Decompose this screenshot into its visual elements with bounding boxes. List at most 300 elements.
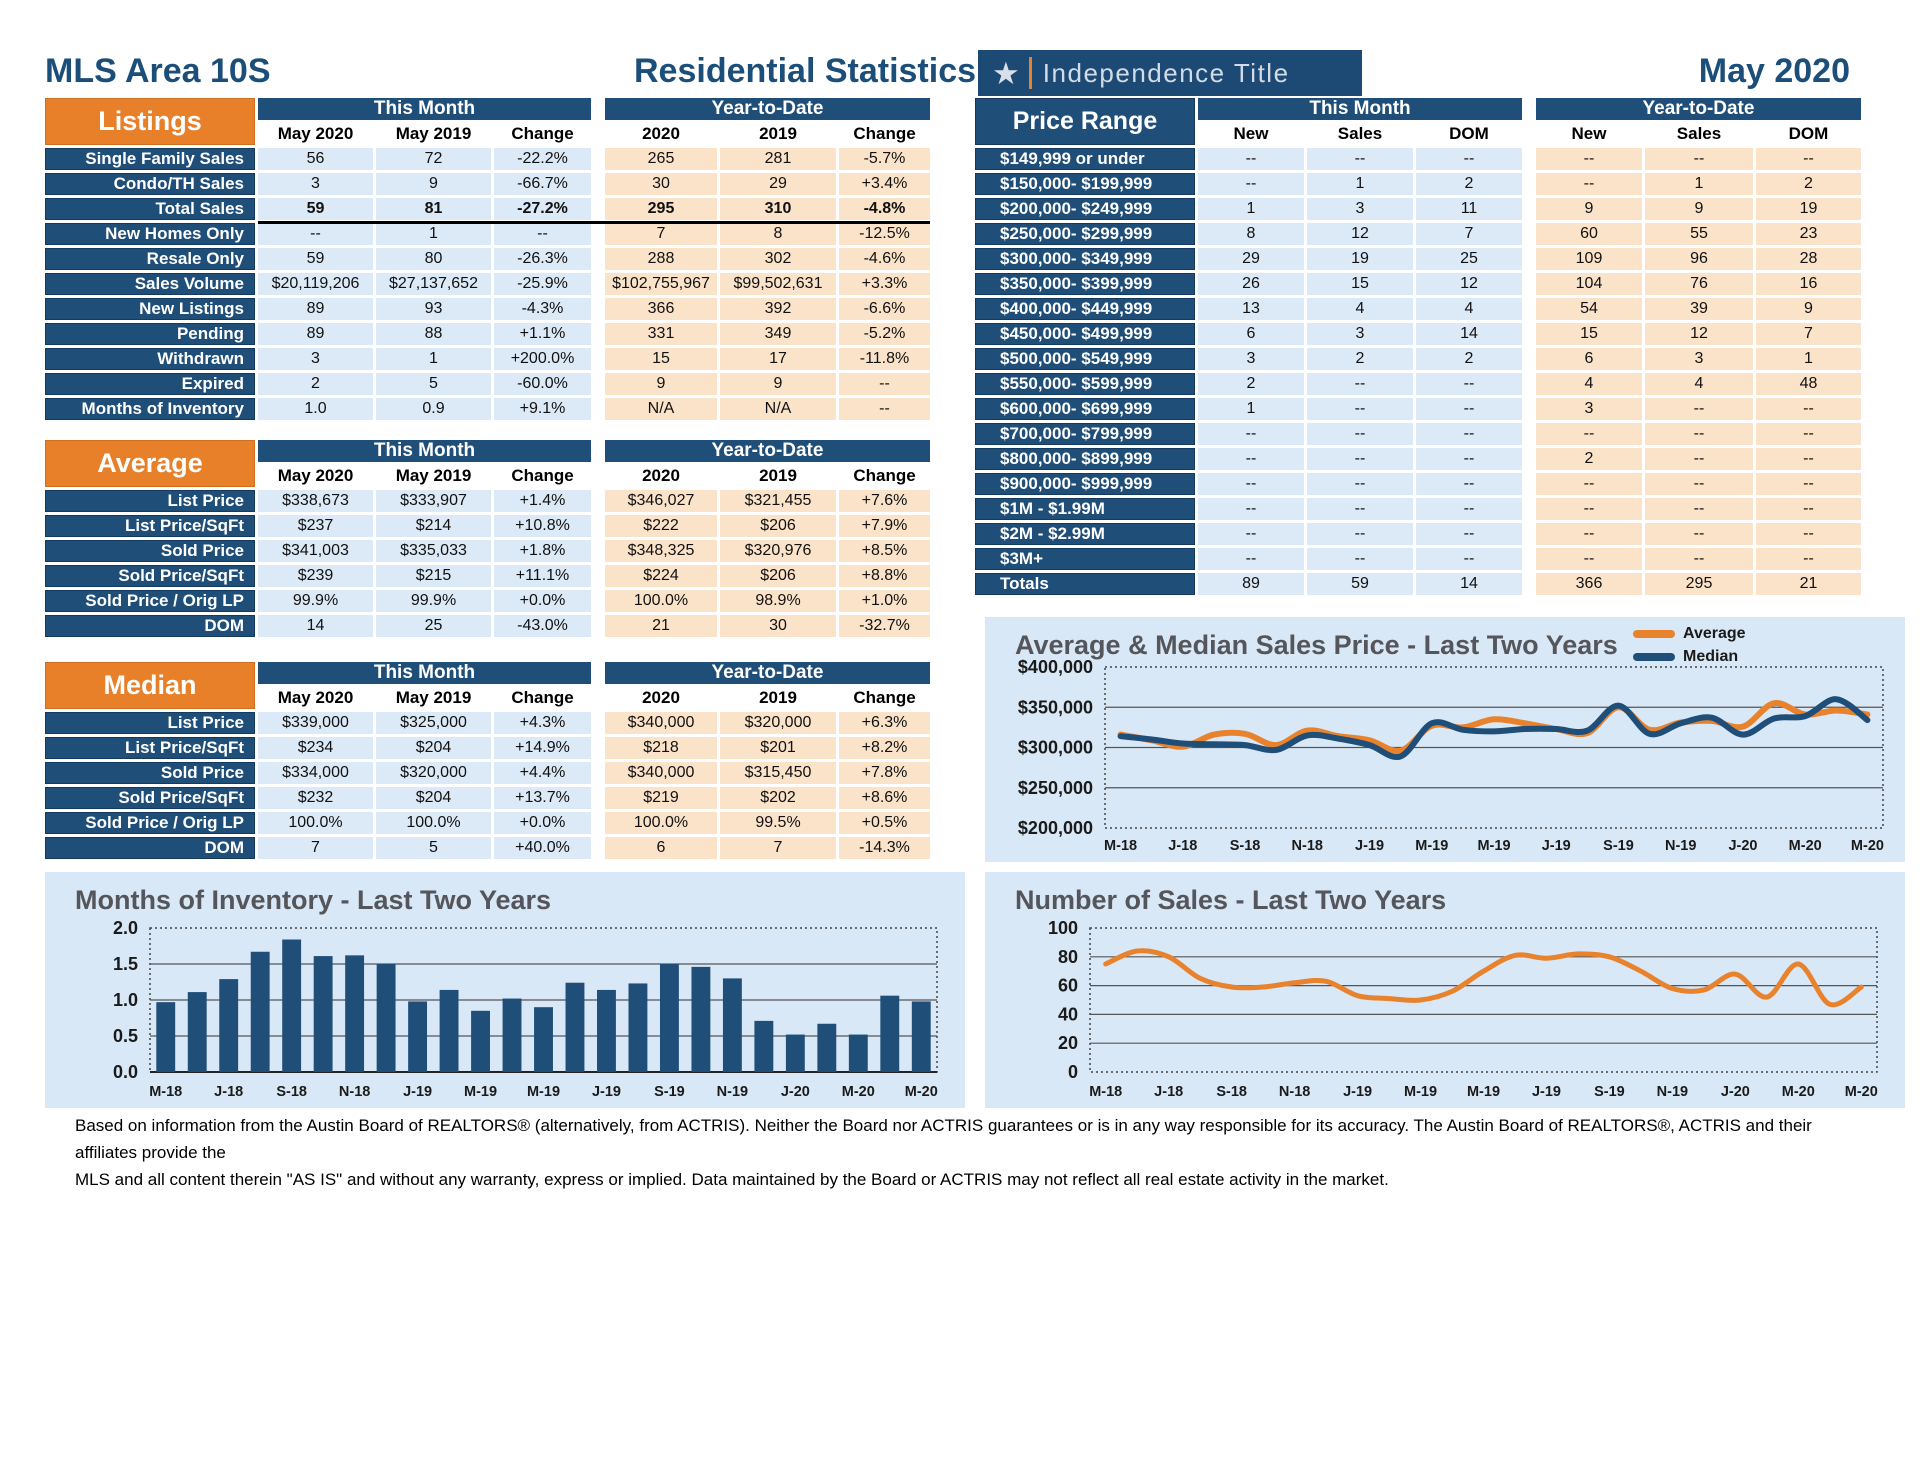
price-range-cell: 3: [1307, 323, 1413, 345]
listings-cell: 56: [258, 148, 373, 170]
listings-row-label: Withdrawn: [45, 348, 255, 370]
price-range-cell: 1: [1307, 173, 1413, 195]
price-range-cell: --: [1307, 548, 1413, 570]
inventory-bar: [440, 990, 459, 1072]
price-range-cell: 1: [1198, 198, 1304, 220]
listings-cell: --: [839, 373, 930, 395]
median-row-label: Sold Price: [45, 762, 255, 784]
price-range-cell: --: [1198, 173, 1304, 195]
price-range-cell: --: [1756, 448, 1861, 470]
column-header: Change: [853, 124, 916, 143]
price-range-cell: --: [1756, 473, 1861, 495]
y-tick-label: 1.5: [112, 954, 138, 974]
y-tick-label: $200,000: [1017, 818, 1093, 838]
average-cell: 98.9%: [720, 590, 836, 612]
months-of-inventory-chart: [45, 872, 965, 1108]
x-tick-label: J-19: [1343, 1084, 1373, 1100]
x-tick-label: M-20: [841, 1084, 875, 1100]
group-header-year-to-date: Year-to-Date: [605, 662, 930, 684]
inventory-bar: [880, 996, 899, 1072]
listings-cell: 89: [258, 323, 373, 345]
listings-cell: 5: [376, 373, 491, 395]
listings-cell: 81: [376, 198, 491, 220]
price-range-row-label: $150,000- $199,999: [975, 173, 1195, 195]
x-tick-label: M-20: [904, 1084, 938, 1100]
listings-row-label: Expired: [45, 373, 255, 395]
inventory-bar: [912, 1001, 931, 1072]
chart-title-price: Average & Median Sales Price - Last Two Years: [1015, 630, 1618, 660]
median-cell: 7: [720, 837, 836, 859]
listings-cell: 349: [720, 323, 836, 345]
median-cell: $218: [605, 737, 717, 759]
x-tick-label: J-20: [780, 1084, 810, 1100]
listings-cell: 30: [605, 173, 717, 195]
average-row-label: Sold Price/SqFt: [45, 565, 255, 587]
price-range-cell: --: [1645, 423, 1753, 445]
price-range-cell: 7: [1416, 223, 1522, 245]
listings-row-label: Resale Only: [45, 248, 255, 270]
legend-item-median: [1633, 648, 1746, 666]
inventory-bar: [251, 952, 270, 1072]
price-range-cell: 28: [1756, 248, 1861, 270]
average-cell: +7.6%: [839, 490, 930, 512]
price-range-cell: --: [1756, 498, 1861, 520]
price-range-cell: --: [1307, 498, 1413, 520]
median-cell: $315,450: [720, 762, 836, 784]
legend-item-average: [1633, 625, 1746, 643]
average-cell: $348,325: [605, 540, 717, 562]
price-range-cell: 366: [1536, 573, 1642, 595]
median-cell: +13.7%: [494, 787, 591, 809]
price-range-cell: --: [1416, 398, 1522, 420]
listings-cell: 15: [605, 348, 717, 370]
price-range-cell: 96: [1645, 248, 1753, 270]
listings-row-label: New Homes Only: [45, 223, 255, 245]
median-cell: 99.5%: [720, 812, 836, 834]
listings-cell: 3: [258, 348, 373, 370]
price-range-cell: --: [1198, 523, 1304, 545]
price-range-row-label: $400,000- $449,999: [975, 298, 1195, 320]
x-tick-label: N-19: [716, 1084, 749, 1100]
median-table: [45, 662, 930, 859]
listings-cell: 310: [720, 198, 836, 220]
price-range-cell: --: [1198, 548, 1304, 570]
listings-section-label: Listings: [45, 98, 255, 145]
median-cell: $320,000: [376, 762, 491, 784]
price-range-cell: --: [1645, 523, 1753, 545]
price-range-cell: 4: [1416, 298, 1522, 320]
inventory-bar: [345, 955, 364, 1072]
y-tick-label: 0: [1067, 1062, 1078, 1082]
listings-row-label: Pending: [45, 323, 255, 345]
listings-cell: $99,502,631: [720, 273, 836, 295]
inventory-bar: [408, 1001, 427, 1072]
series-sales: [1106, 951, 1862, 1005]
listings-cell: $102,755,967: [605, 273, 717, 295]
average-row-label: Sold Price / Orig LP: [45, 590, 255, 612]
price-range-cell: 13: [1198, 298, 1304, 320]
average-cell: 25: [376, 615, 491, 637]
median-cell: $202: [720, 787, 836, 809]
price-range-row-label: $700,000- $799,999: [975, 423, 1195, 445]
column-header: Change: [511, 466, 574, 485]
price-range-cell: 4: [1536, 373, 1642, 395]
price-range-cell: 1: [1645, 173, 1753, 195]
number-of-sales-chart: [985, 872, 1905, 1108]
median-cell: $334,000: [258, 762, 373, 784]
price-range-row-label: $350,000- $399,999: [975, 273, 1195, 295]
price-range-cell: 4: [1645, 373, 1753, 395]
price-range-cell: 89: [1198, 573, 1304, 595]
chart-legend: [1633, 625, 1746, 666]
average-row-label: Sold Price: [45, 540, 255, 562]
price-range-cell: --: [1198, 448, 1304, 470]
disclaimer: [75, 1112, 1865, 1194]
average-cell: +7.9%: [839, 515, 930, 537]
y-tick-label: 20: [1057, 1033, 1078, 1054]
column-header: Change: [853, 466, 916, 485]
listings-cell: -4.6%: [839, 248, 930, 270]
inventory-bar: [723, 978, 742, 1072]
price-range-cell: --: [1307, 473, 1413, 495]
price-range-cell: 4: [1307, 298, 1413, 320]
price-range-cell: --: [1416, 448, 1522, 470]
listings-cell: 9: [720, 373, 836, 395]
average-cell: 21: [605, 615, 717, 637]
price-range-cell: --: [1307, 398, 1413, 420]
x-tick-label: J-20: [1720, 1084, 1750, 1100]
price-range-cell: 2: [1198, 373, 1304, 395]
price-range-cell: 6: [1536, 348, 1642, 370]
average-cell: +1.0%: [839, 590, 930, 612]
x-tick-label: S-18: [1216, 1084, 1247, 1100]
price-range-row-label: $3M+: [975, 548, 1195, 570]
y-tick-label: $400,000: [1017, 657, 1093, 677]
listings-cell: -12.5%: [839, 223, 930, 245]
listings-cell: 80: [376, 248, 491, 270]
y-tick-label: $300,000: [1017, 737, 1093, 758]
x-tick-label: M-20: [1844, 1084, 1878, 1100]
median-cell: 100.0%: [258, 812, 373, 834]
price-range-cell: 48: [1756, 373, 1861, 395]
listings-cell: 8: [720, 223, 836, 245]
inventory-bar: [597, 990, 616, 1072]
listings-cell: 88: [376, 323, 491, 345]
average-cell: -43.0%: [494, 615, 591, 637]
group-header-this-month: This Month: [258, 440, 591, 462]
column-header: Change: [511, 688, 574, 707]
legend-label: Average: [1683, 625, 1746, 642]
x-tick-label: M-18: [1089, 1084, 1123, 1100]
average-cell: $341,003: [258, 540, 373, 562]
price-range-row-label: $450,000- $499,999: [975, 323, 1195, 345]
listings-cell: -25.9%: [494, 273, 591, 295]
column-header: 2019: [759, 466, 797, 485]
price-range-cell: 1: [1198, 398, 1304, 420]
listings-row-label: Sales Volume: [45, 273, 255, 295]
price-range-cell: --: [1536, 173, 1642, 195]
x-tick-label: J-19: [1541, 838, 1571, 854]
price-range-cell: 54: [1536, 298, 1642, 320]
listings-cell: 17: [720, 348, 836, 370]
listings-cell: 3: [258, 173, 373, 195]
x-tick-label: M-19: [1415, 838, 1449, 854]
median-cell: $204: [376, 787, 491, 809]
inventory-bar: [377, 964, 396, 1072]
average-row-label: List Price: [45, 490, 255, 512]
x-tick-label: J-19: [403, 1084, 433, 1100]
x-tick-label: J-19: [591, 1084, 621, 1100]
listings-cell: -22.2%: [494, 148, 591, 170]
listings-cell: -5.2%: [839, 323, 930, 345]
median-row-label: Sold Price/SqFt: [45, 787, 255, 809]
listings-row-label: New Listings: [45, 298, 255, 320]
median-cell: $340,000: [605, 712, 717, 734]
group-header-year-to-date: Year-to-Date: [605, 98, 930, 120]
price-range-row-label: $250,000- $299,999: [975, 223, 1195, 245]
price-range-cell: --: [1645, 548, 1753, 570]
column-header: Sales: [1676, 124, 1722, 143]
listings-cell: 1.0: [258, 398, 373, 420]
price-range-cell: --: [1645, 398, 1753, 420]
median-cell: +8.2%: [839, 737, 930, 759]
median-cell: +0.5%: [839, 812, 930, 834]
price-range-cell: --: [1536, 498, 1642, 520]
column-header: May 2020: [277, 124, 354, 143]
average-cell: $215: [376, 565, 491, 587]
inventory-bar: [282, 940, 301, 1072]
x-tick-label: S-18: [1229, 838, 1261, 854]
column-header: May 2019: [395, 466, 472, 485]
listings-cell: +9.1%: [494, 398, 591, 420]
x-tick-label: M-20: [1788, 838, 1822, 854]
price-range-cell: 3: [1536, 398, 1642, 420]
x-tick-label: M-19: [1477, 838, 1511, 854]
median-cell: 5: [376, 837, 491, 859]
column-header: May 2019: [395, 688, 472, 707]
column-header: DOM: [1788, 124, 1829, 143]
group-header-year-to-date: Year-to-Date: [605, 440, 930, 462]
price-range-cell: --: [1416, 423, 1522, 445]
median-cell: +6.3%: [839, 712, 930, 734]
median-cell: +4.3%: [494, 712, 591, 734]
price-range-cell: --: [1756, 548, 1861, 570]
group-header-this-month: This Month: [258, 662, 591, 684]
listings-cell: 288: [605, 248, 717, 270]
inventory-bar: [188, 992, 207, 1072]
listings-row-label: Single Family Sales: [45, 148, 255, 170]
column-header: May 2020: [277, 688, 354, 707]
column-header: Change: [511, 124, 574, 143]
x-tick-label: M-20: [1781, 1084, 1815, 1100]
x-tick-label: M-20: [1850, 838, 1884, 854]
listings-cell: -6.6%: [839, 298, 930, 320]
average-cell: $333,907: [376, 490, 491, 512]
price-range-row-label: $2M - $2.99M: [975, 523, 1195, 545]
average-cell: +1.8%: [494, 540, 591, 562]
price-range-cell: --: [1307, 423, 1413, 445]
price-range-row-label: $600,000- $699,999: [975, 398, 1195, 420]
price-range-cell: 9: [1536, 198, 1642, 220]
median-cell: $320,000: [720, 712, 836, 734]
price-range-cell: 8: [1198, 223, 1304, 245]
price-range-cell: --: [1645, 498, 1753, 520]
inventory-bar: [156, 1002, 175, 1072]
median-cell: +7.8%: [839, 762, 930, 784]
x-tick-label: N-18: [1278, 1084, 1311, 1100]
column-header: Sales: [1337, 124, 1383, 143]
column-header: DOM: [1449, 124, 1489, 143]
inventory-bar: [660, 964, 679, 1072]
price-range-cell: 2: [1756, 173, 1861, 195]
price-range-cell: 14: [1416, 323, 1522, 345]
price-range-section-label: Price Range: [975, 98, 1195, 145]
price-range-cell: 3: [1198, 348, 1304, 370]
median-cell: 7: [258, 837, 373, 859]
star-icon: ★: [992, 55, 1020, 91]
inventory-bar: [534, 1007, 553, 1072]
median-cell: $219: [605, 787, 717, 809]
average-cell: +11.1%: [494, 565, 591, 587]
listings-cell: $27,137,652: [376, 273, 491, 295]
price-range-cell: 9: [1756, 298, 1861, 320]
average-cell: +10.8%: [494, 515, 591, 537]
listings-cell: 7: [605, 223, 717, 245]
y-tick-label: 80: [1057, 946, 1078, 967]
price-range-cell: 29: [1198, 248, 1304, 270]
average-cell: $346,027: [605, 490, 717, 512]
chart-title-inventory: Months of Inventory - Last Two Years: [75, 885, 552, 915]
listings-cell: 1: [376, 348, 491, 370]
median-row-label: Sold Price / Orig LP: [45, 812, 255, 834]
inventory-bar: [314, 956, 333, 1072]
inventory-bar: [503, 999, 522, 1072]
listings-cell: 2: [258, 373, 373, 395]
listings-cell: 366: [605, 298, 717, 320]
x-tick-label: S-19: [1594, 1084, 1625, 1100]
average-cell: 100.0%: [605, 590, 717, 612]
price-range-row-label: $200,000- $249,999: [975, 198, 1195, 220]
average-cell: $224: [605, 565, 717, 587]
price-range-cell: --: [1198, 498, 1304, 520]
average-cell: $206: [720, 515, 836, 537]
inventory-bar: [849, 1035, 868, 1072]
x-tick-label: M-19: [526, 1084, 561, 1100]
price-range-cell: --: [1416, 523, 1522, 545]
listings-cell: 89: [258, 298, 373, 320]
y-tick-label: 40: [1057, 1004, 1078, 1025]
price-range-cell: 19: [1307, 248, 1413, 270]
inventory-bar: [566, 983, 585, 1072]
price-range-cell: 2: [1416, 173, 1522, 195]
x-tick-label: M-19: [1466, 1084, 1501, 1100]
average-cell: $321,455: [720, 490, 836, 512]
price-range-cell: 295: [1645, 573, 1753, 595]
median-cell: +4.4%: [494, 762, 591, 784]
x-tick-label: S-19: [654, 1084, 685, 1100]
listings-cell: -5.7%: [839, 148, 930, 170]
avg-median-price-chart: [985, 617, 1905, 862]
average-row-label: List Price/SqFt: [45, 515, 255, 537]
listings-cell: N/A: [720, 398, 836, 420]
median-cell: 6: [605, 837, 717, 859]
listings-cell: --: [839, 398, 930, 420]
average-row-label: DOM: [45, 615, 255, 637]
x-tick-label: M-18: [1104, 838, 1138, 854]
price-range-cell: 2: [1307, 348, 1413, 370]
price-range-cell: 39: [1645, 298, 1753, 320]
listings-cell: 265: [605, 148, 717, 170]
price-range-cell: --: [1307, 523, 1413, 545]
average-cell: 99.9%: [376, 590, 491, 612]
price-range-cell: 15: [1307, 273, 1413, 295]
series-median: [1121, 699, 1868, 757]
price-range-cell: 12: [1645, 323, 1753, 345]
price-range-cell: 14: [1416, 573, 1522, 595]
price-range-row-label: $300,000- $349,999: [975, 248, 1195, 270]
median-cell: +0.0%: [494, 812, 591, 834]
price-range-row-label: $550,000- $599,999: [975, 373, 1195, 395]
median-cell: 100.0%: [376, 812, 491, 834]
x-tick-label: N-18: [1291, 838, 1323, 854]
listings-cell: -4.3%: [494, 298, 591, 320]
price-range-cell: 60: [1536, 223, 1642, 245]
price-range-cell: 15: [1536, 323, 1642, 345]
listings-cell: 281: [720, 148, 836, 170]
inventory-bar: [691, 967, 710, 1072]
average-cell: -32.7%: [839, 615, 930, 637]
price-range-cell: 2: [1536, 448, 1642, 470]
listings-cell: 0.9: [376, 398, 491, 420]
price-range-row-label: $149,999 or under: [975, 148, 1195, 170]
median-cell: +14.9%: [494, 737, 591, 759]
median-row-label: DOM: [45, 837, 255, 859]
average-cell: +8.5%: [839, 540, 930, 562]
average-section-label: Average: [45, 440, 255, 487]
price-range-cell: 59: [1307, 573, 1413, 595]
price-range-cell: --: [1307, 148, 1413, 170]
listings-table: [45, 98, 930, 420]
price-range-cell: 11: [1416, 198, 1522, 220]
x-tick-label: J-18: [214, 1084, 244, 1100]
price-range-cell: 3: [1645, 348, 1753, 370]
listings-cell: +3.4%: [839, 173, 930, 195]
price-range-cell: 7: [1756, 323, 1861, 345]
price-range-cell: --: [1645, 448, 1753, 470]
price-range-cell: 25: [1416, 248, 1522, 270]
column-header: 2020: [642, 124, 680, 143]
page-title-area: MLS Area 10S: [45, 52, 271, 90]
disclaimer-line-2: MLS and all content therein "AS IS" and without any warranty, express or implied. Data maintained by the Board or ACTRIS may not reflect all real estate activity in the market.: [75, 1170, 1389, 1190]
price-range-cell: --: [1756, 523, 1861, 545]
x-tick-label: J-18: [1154, 1084, 1184, 1100]
price-range-cell: --: [1416, 148, 1522, 170]
listings-cell: -66.7%: [494, 173, 591, 195]
price-range-cell: --: [1645, 148, 1753, 170]
average-cell: $239: [258, 565, 373, 587]
price-range-cell: --: [1416, 473, 1522, 495]
average-cell: +0.0%: [494, 590, 591, 612]
price-range-cell: 2: [1416, 348, 1522, 370]
x-tick-label: M-18: [149, 1084, 183, 1100]
logo-divider: [1029, 57, 1032, 89]
y-tick-label: 0.0: [112, 1062, 138, 1082]
average-cell: $222: [605, 515, 717, 537]
column-header: New: [1571, 124, 1607, 143]
report-date: May 2020: [1698, 52, 1850, 90]
group-header-this-month: This Month: [258, 98, 591, 120]
listings-cell: 59: [258, 198, 373, 220]
